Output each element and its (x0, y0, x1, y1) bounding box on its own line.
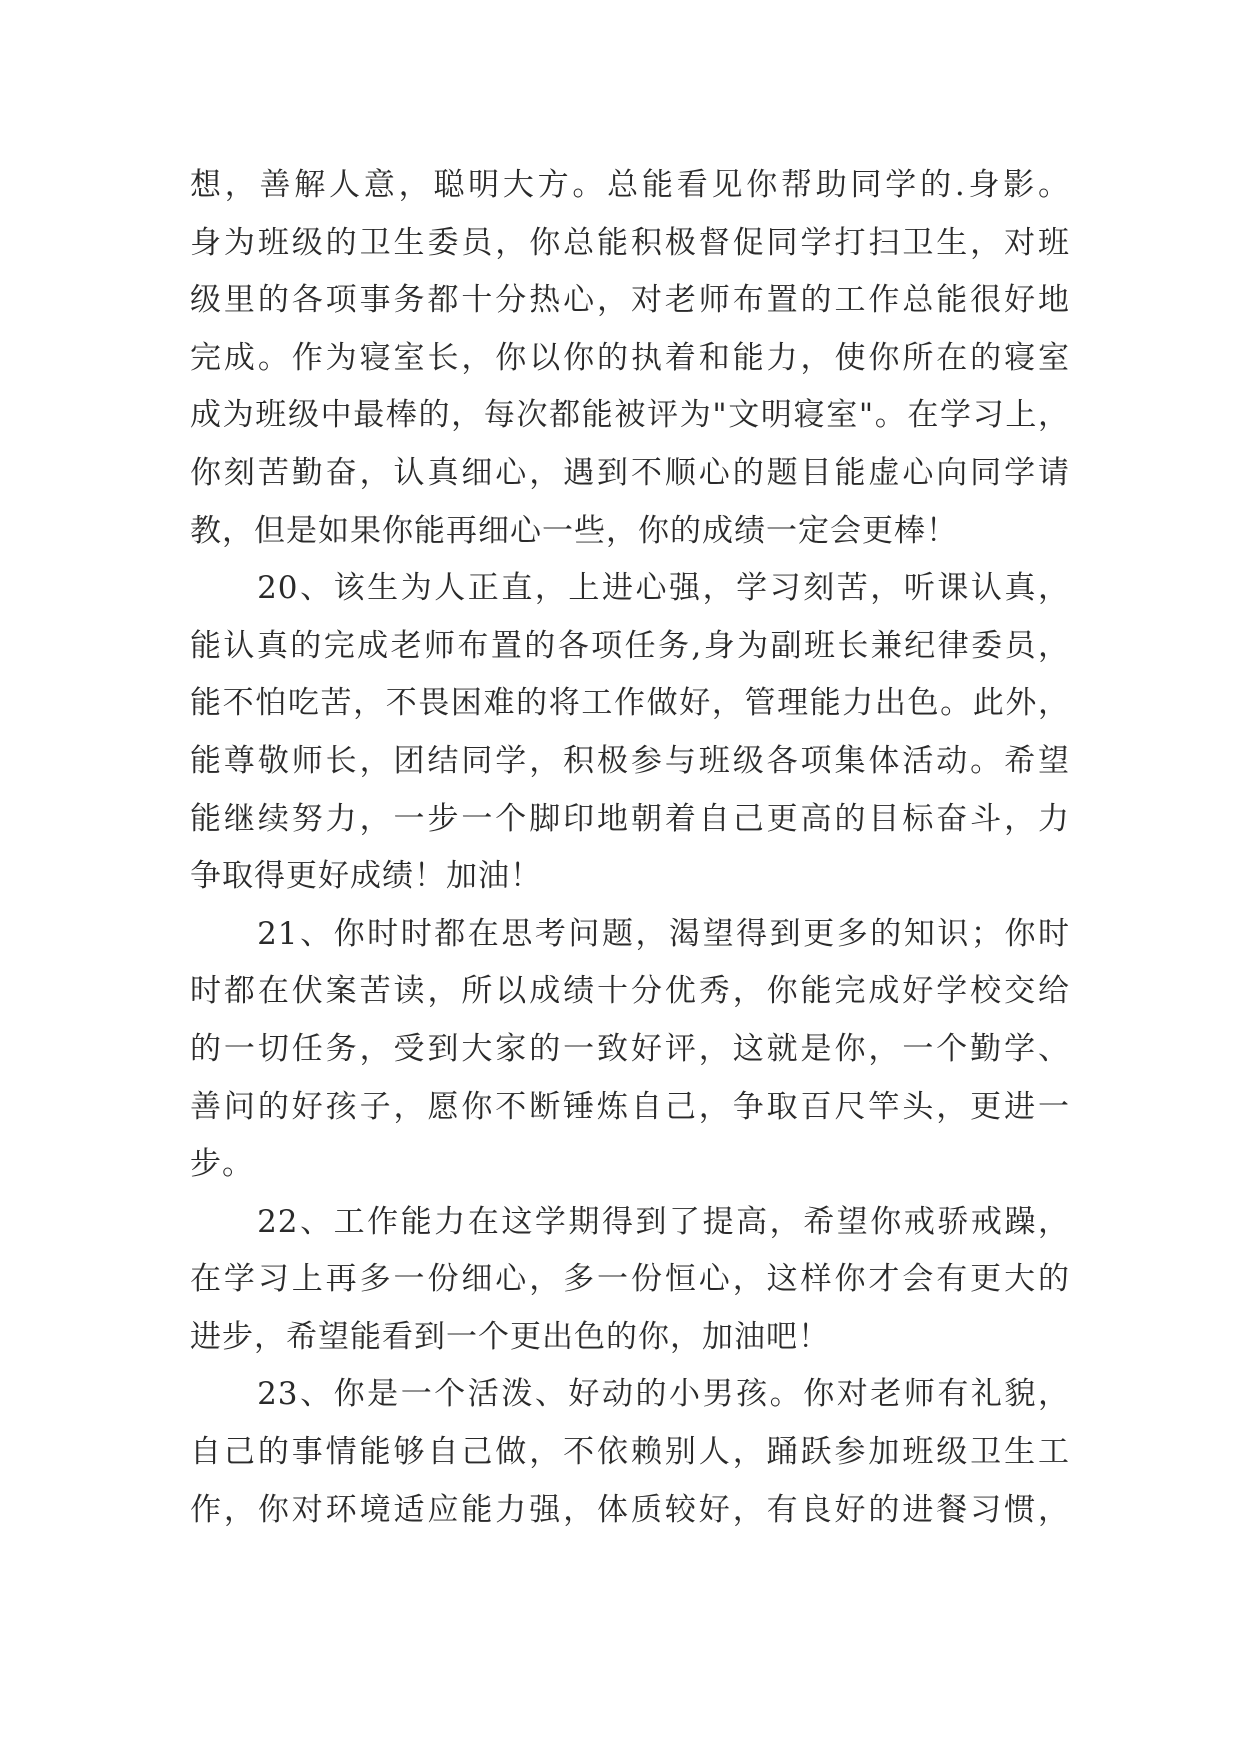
text-line: 21、你时时都在思考问题，渴望得到更多的知识；你时 (190, 915, 1070, 952)
text-line: 教，但是如果你能再细心一些，你的成绩一定会更棒！ (190, 512, 958, 549)
text-line: 时都在伏案苦读，所以成绩十分优秀，你能完成好学校交给 (190, 973, 1070, 1010)
text-line: 在学习上再多一份细心，多一份恒心，这样你才会有更大的 (190, 1261, 1070, 1298)
text-line: 能尊敬师长，团结同学，积极参与班级各项集体活动。希望 (190, 742, 1070, 779)
text-line: 想，善解人意，聪明大方。总能看见你帮助同学的.身影。 (190, 167, 1070, 203)
text-line: 争取得更好成绩！加油！ (190, 858, 542, 895)
text-line: 完成。作为寝室长，你以你的执着和能力，使你所在的寝室 (190, 339, 1070, 376)
text-line: 步。 (190, 1146, 254, 1183)
text-line: 成为班级中最棒的，每次都能被评为"文明寝室"。在学习上， (190, 397, 1070, 434)
text-line: 的一切任务，受到大家的一致好评，这就是你，一个勤学、 (190, 1030, 1070, 1067)
text-line: 能认真的完成老师布置的各项任务,身为副班长兼纪律委员， (190, 627, 1070, 664)
text-line: 善问的好孩子，愿你不断锤炼自己，争取百尺竿头，更进一 (190, 1088, 1070, 1125)
document-body (190, 157, 1070, 1539)
text-line: 你刻苦勤奋，认真细心，遇到不顺心的题目能虚心向同学请 (190, 454, 1070, 491)
text-line: 22、工作能力在这学期得到了提高，希望你戒骄戒躁， (190, 1203, 1070, 1240)
text-line: 自己的事情能够自己做，不依赖别人，踊跃参加班级卫生工 (190, 1434, 1070, 1471)
text-line: 能继续努力，一步一个脚印地朝着自己更高的目标奋斗，力 (190, 800, 1070, 837)
text-line: 身为班级的卫生委员，你总能积极督促同学打扫卫生，对班 (190, 224, 1070, 261)
text-line: 23、你是一个活泼、好动的小男孩。你对老师有礼貌， (190, 1376, 1070, 1413)
text-line: 作，你对环境适应能力强，体质较好，有良好的进餐习惯， (190, 1491, 1070, 1528)
text-line: 进步，希望能看到一个更出色的你，加油吧！ (190, 1318, 830, 1355)
text-line: 级里的各项事务都十分热心，对老师布置的工作总能很好地 (190, 282, 1070, 319)
text-line: 20、该生为人正直，上进心强，学习刻苦，听课认真， (190, 570, 1070, 607)
text-line: 能不怕吃苦，不畏困难的将工作做好，管理能力出色。此外， (190, 685, 1070, 722)
